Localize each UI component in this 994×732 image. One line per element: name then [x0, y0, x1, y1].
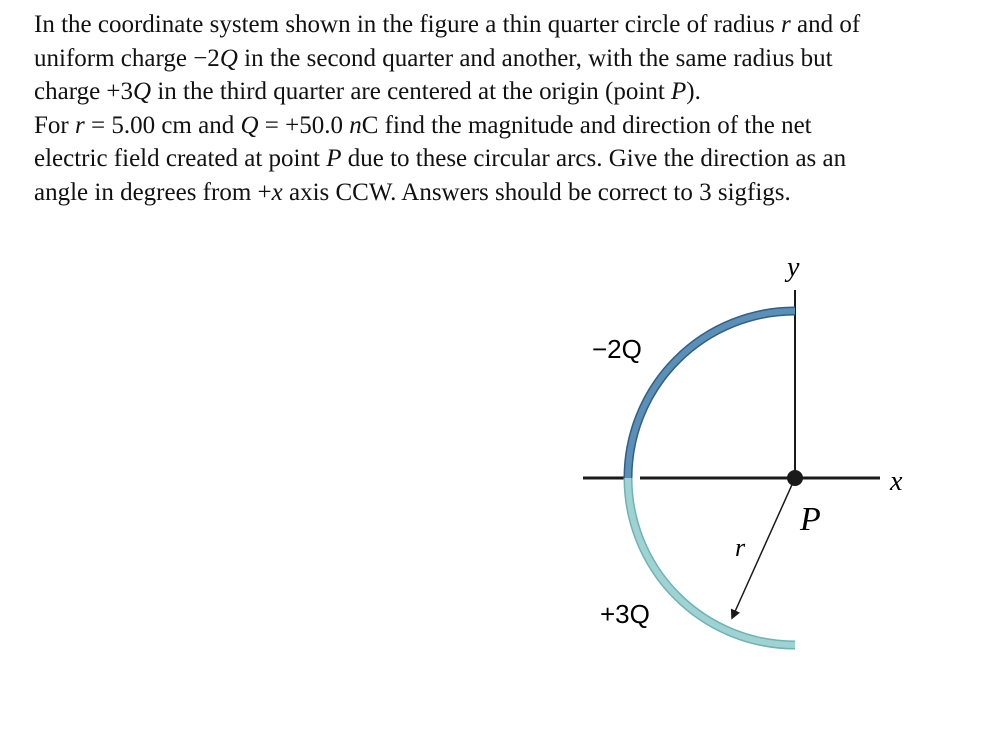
x-axis-label: x — [890, 466, 903, 497]
upper-arc-charge-label: −2Q — [592, 334, 642, 364]
text-fragment: uniform charge −2 — [34, 44, 220, 72]
lower-arc-charge-label: +3Q — [600, 599, 650, 629]
variable-x: x — [271, 178, 283, 206]
text-fragment: axis CCW. Answers should be correct to 3 sigfigs. — [282, 178, 791, 206]
text-fragment: ). — [686, 78, 701, 106]
y-axis-label: y — [787, 252, 800, 283]
origin-label: P — [800, 501, 821, 538]
text-fragment: C find the magnitude and direction of the net — [361, 111, 812, 139]
unit-prefix-n: n — [349, 111, 362, 139]
text-fragment: charge +3 — [34, 78, 134, 106]
radius-label: r — [735, 533, 746, 562]
text-fragment: due to these circular arcs. Give the direction as an — [341, 145, 847, 173]
variable-q: Q — [219, 44, 238, 72]
text-fragment: In the coordinate system shown in the figure a thin quarter circle of radius — [34, 11, 781, 38]
text-fragment: angle in degrees from + — [34, 178, 272, 206]
text-fragment: = 5.00 cm and — [84, 111, 241, 139]
text-fragment: = +50.0 — [258, 111, 350, 139]
text-fragment: in the second quarter and another, with the same radius but — [237, 44, 833, 72]
variable-r: r — [74, 111, 85, 139]
text-fragment: For — [34, 111, 75, 139]
text-fragment: in the third quarter are centered at the origin (point — [151, 78, 672, 106]
variable-p: P — [326, 145, 342, 173]
text-fragment: and of — [790, 11, 861, 38]
origin-point — [787, 470, 803, 486]
variable-q: Q — [240, 111, 259, 139]
variable-q: Q — [133, 78, 152, 106]
variable-r: r — [781, 11, 791, 38]
upper-quarter-arc — [628, 311, 795, 478]
text-fragment: electric field created at point — [34, 145, 327, 173]
lower-quarter-arc — [628, 478, 795, 645]
variable-p: P — [671, 78, 687, 106]
